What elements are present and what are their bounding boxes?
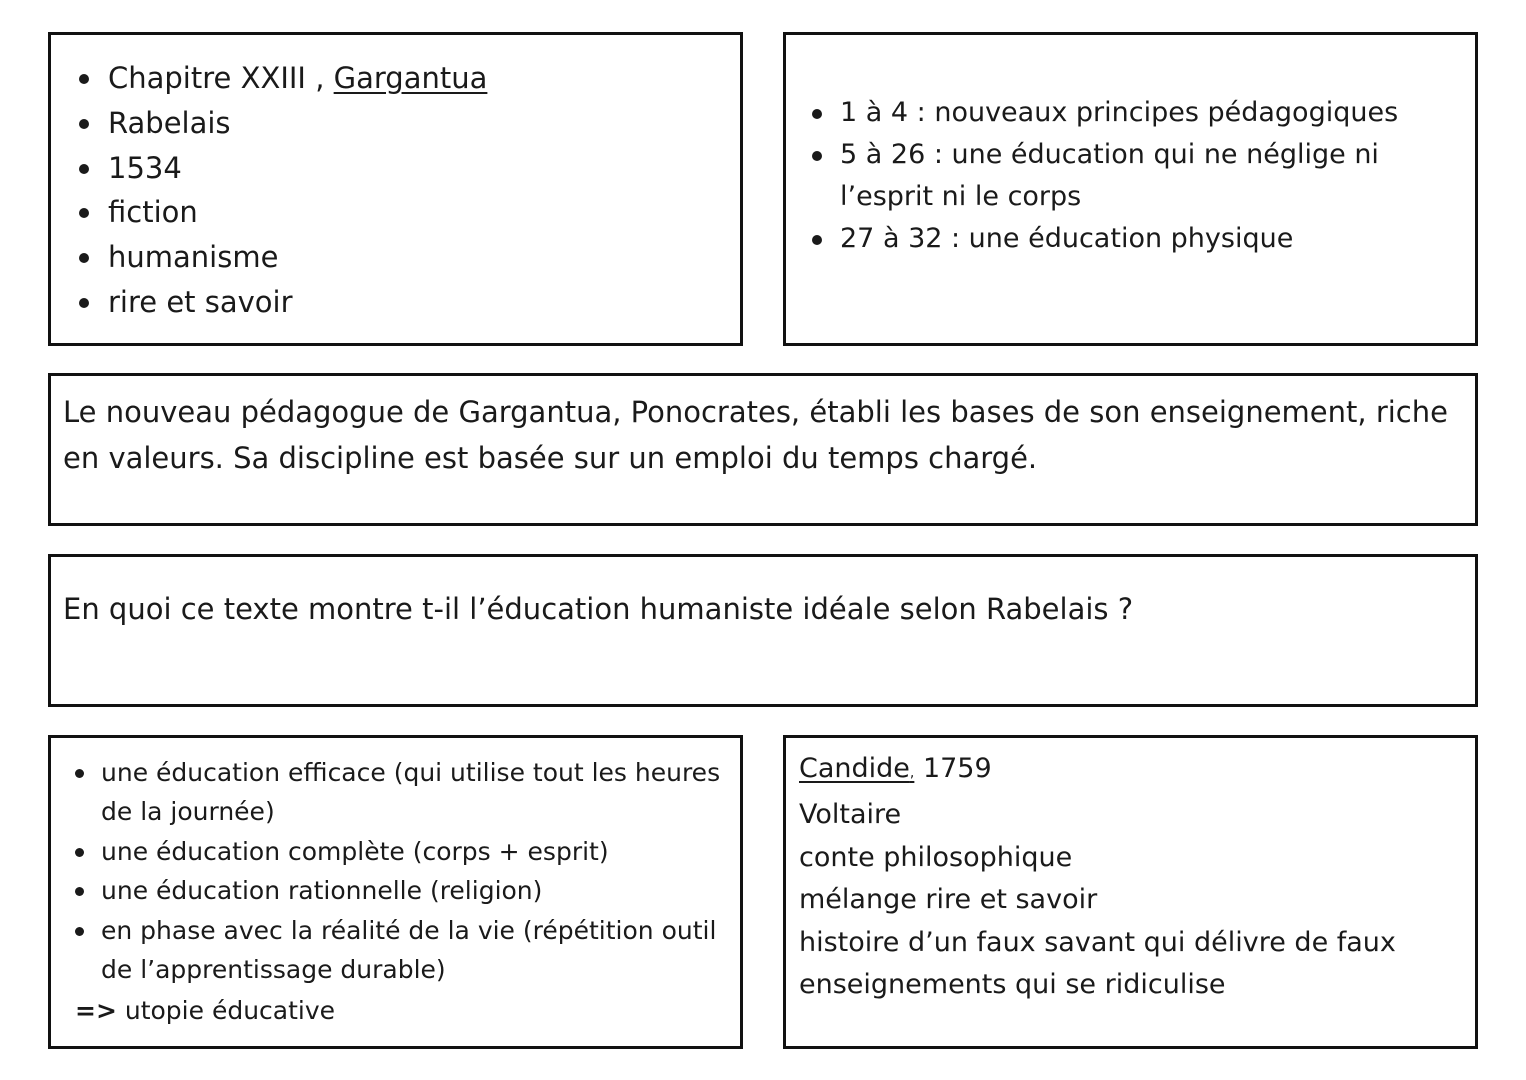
problematique-box bbox=[48, 554, 1478, 707]
plan-item: 27 à 32 : une éducation physique bbox=[840, 218, 1460, 260]
ouverture-genre: conte philosophique bbox=[799, 841, 1073, 873]
ouverture-summary: histoire d’un faux savant qui délivre de faux enseignements qui se ridiculise bbox=[799, 926, 1396, 1001]
conclusion-box bbox=[48, 735, 743, 1049]
conclusion-item: en phase avec la réalité de la vie (répétition outil de l’apprentissage durable) bbox=[101, 911, 721, 990]
info-genre: fiction bbox=[108, 190, 487, 235]
conclusion-item: une éducation rationnelle (religion) bbox=[101, 871, 721, 910]
ouverture-box bbox=[783, 735, 1478, 1049]
ouverture-year: 1759 bbox=[914, 753, 992, 784]
info-author: Rabelais bbox=[108, 101, 487, 146]
conclusion-list bbox=[101, 753, 721, 989]
ouverture-theme: mélange rire et savoir bbox=[799, 884, 1098, 916]
ouverture-title-line bbox=[799, 748, 1459, 794]
conclusion-item: une éducation complète (corps + esprit) bbox=[101, 832, 721, 871]
plan-item: 1 à 4 : nouveaux principes pédagogiques bbox=[840, 92, 1460, 134]
info-theme: rire et savoir bbox=[108, 280, 487, 325]
title-text: Candide bbox=[799, 753, 910, 784]
conclusion-item: une éducation efficace (qui utilise tout les heures de la journée) bbox=[101, 753, 721, 832]
info-chapter bbox=[108, 56, 487, 101]
conclusion-result bbox=[75, 991, 335, 1030]
chapter-label: Chapitre XXIII , bbox=[108, 61, 334, 95]
title-separator: , bbox=[909, 765, 915, 781]
ouverture-author: Voltaire bbox=[799, 799, 902, 831]
work-title: Gargantua bbox=[333, 61, 488, 95]
info-box bbox=[48, 32, 743, 346]
ouverture-lines bbox=[799, 748, 1459, 1006]
ouverture-title bbox=[799, 753, 914, 784]
intro-box bbox=[48, 373, 1478, 526]
info-year: 1534 bbox=[108, 146, 487, 191]
info-list bbox=[108, 56, 487, 325]
problematique-text: En quoi ce texte montre t-il l’éducation humaniste idéale selon Rabelais ? bbox=[63, 592, 1134, 626]
intro-text: Le nouveau pédagogue de Gargantua, Ponocrates, établi les bases de son enseignement, riche en valeurs. Sa discipline est basée sur un emploi du temps chargé. bbox=[63, 395, 1448, 475]
plan-item: 5 à 26 : une éducation qui ne néglige ni l’esprit ni le corps bbox=[840, 134, 1460, 218]
info-movement: humanisme bbox=[108, 235, 487, 280]
plan-box bbox=[783, 32, 1478, 346]
result-text: utopie éducative bbox=[116, 996, 336, 1025]
arrow-symbol: => bbox=[75, 996, 117, 1025]
plan-list bbox=[840, 92, 1460, 260]
